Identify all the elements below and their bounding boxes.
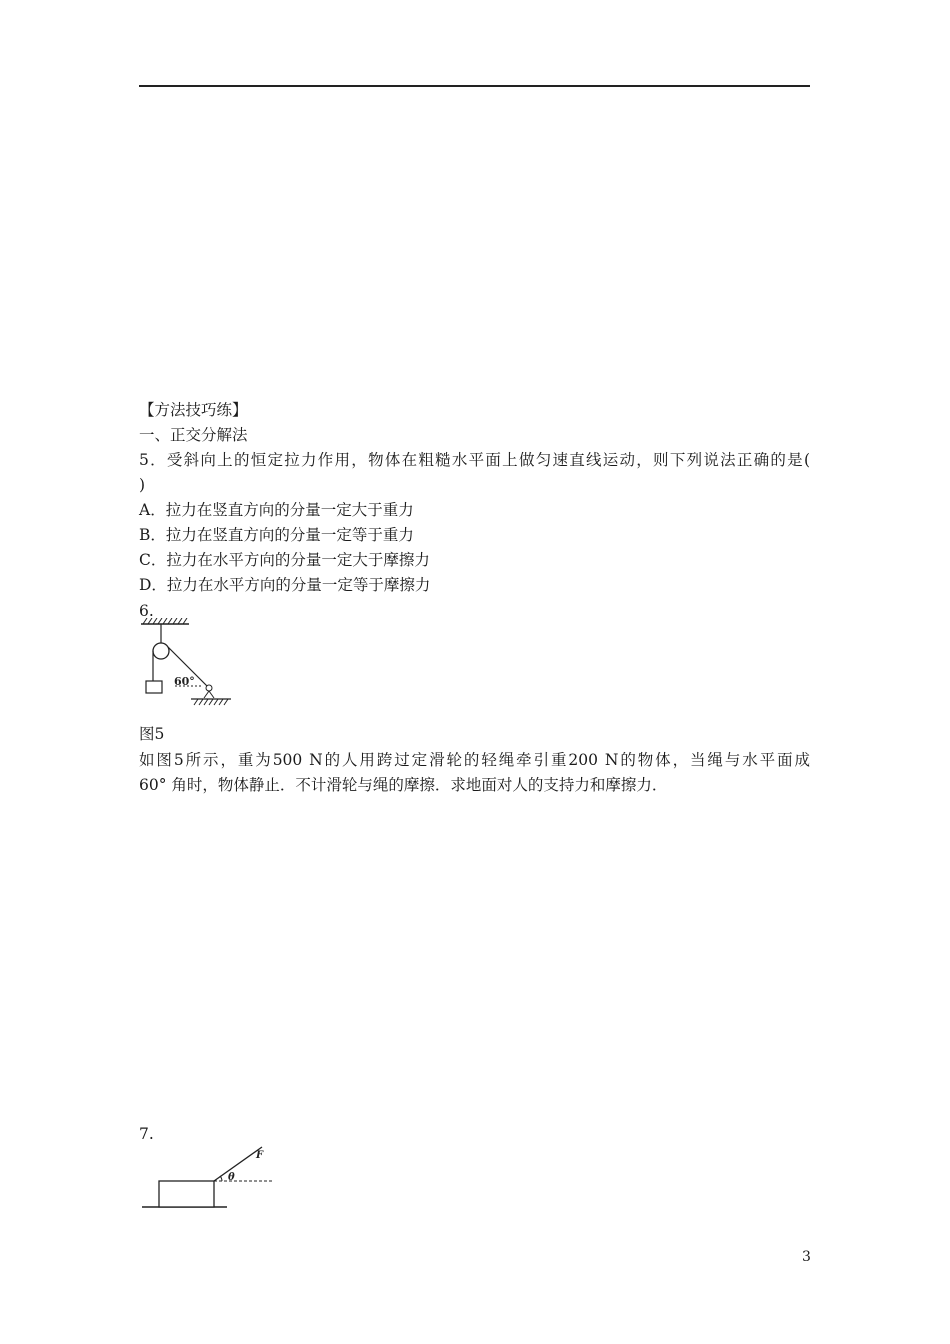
q6-text-line1: 如图5所示，重为500 N的人用跨过定滑轮的轻绳牵引重200 N的物体，当绳与水平面成 [139, 751, 810, 769]
q6-text-line2: 60° 角时，物体静止．不计滑轮与绳的摩擦．求地面对人的支持力和摩擦力． [139, 776, 668, 794]
pulley-angle-label: 60° [174, 675, 195, 688]
q5-option-a: A．拉力在竖直方向的分量一定大于重力 [139, 501, 414, 519]
pulley-figure [139, 618, 239, 710]
q6-figure-caption: 图5 [139, 725, 165, 743]
incline-force-figure [139, 1144, 279, 1212]
q5-option-c: C．拉力在水平方向的分量一定大于摩擦力 [139, 551, 430, 569]
q7-number: 7. [139, 1125, 154, 1143]
q5-stem-end: ) [139, 476, 146, 494]
section-heading: 【方法技巧练】 [139, 401, 248, 419]
subsection-title: 一、正交分解法 [139, 426, 248, 444]
angle-theta-label: θ [228, 1172, 235, 1183]
q5-option-b: B．拉力在竖直方向的分量一定等于重力 [139, 526, 414, 544]
q5-option-d: D．拉力在水平方向的分量一定等于摩擦力 [139, 576, 431, 594]
header-rule [139, 85, 810, 87]
force-f-label: F [256, 1150, 264, 1161]
page-number: 3 [802, 1249, 811, 1265]
q6-number: 6. [139, 602, 154, 620]
q5-stem: 5．受斜向上的恒定拉力作用，物体在粗糙水平面上做匀速直线运动，则下列说法正确的是( [139, 451, 810, 469]
